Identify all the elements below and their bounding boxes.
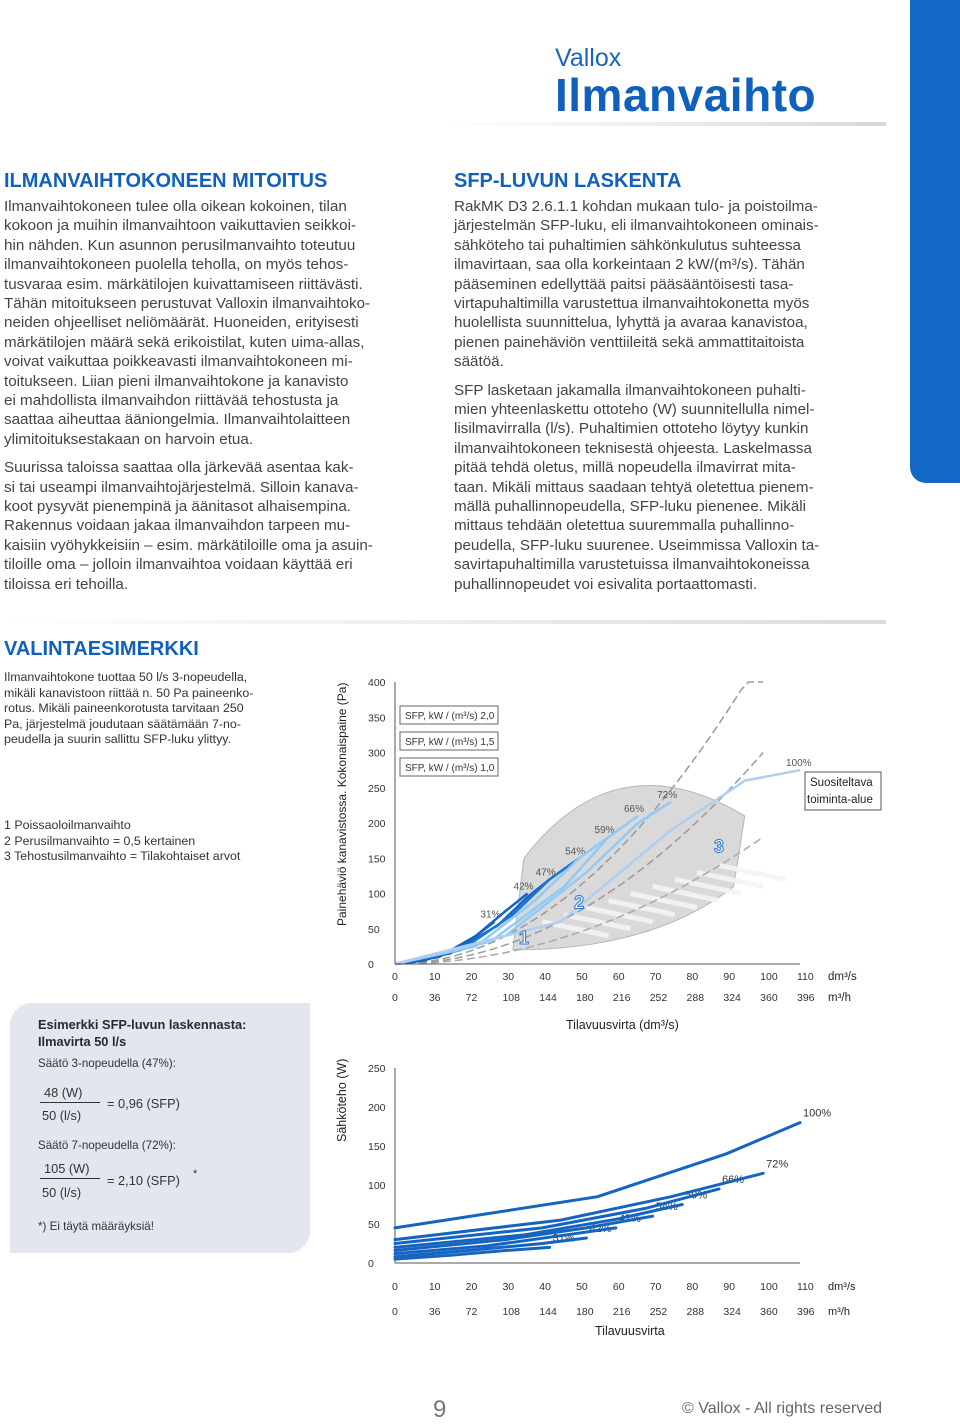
x-tick-label: 40 [539, 971, 551, 983]
x-tick-label: 110 [797, 1281, 814, 1293]
example-step1-denominator: 50 (l/s) [42, 1108, 82, 1123]
x-tick-label: 60 [612, 971, 625, 983]
fan-curve-label: 59% [594, 825, 615, 837]
text-line: Tähän mitoitukseen perustuvat Valloxin ilmanvaihtoko- [4, 295, 371, 312]
text-line: puhallinnopeudet voi esivalita portaattomasti. [454, 575, 758, 593]
x-tick-label: 20 [465, 1281, 478, 1293]
sfp-label: SFP, kW / (m³/s) 1,5 [405, 737, 495, 748]
x-tick-label: 40 [539, 1281, 551, 1293]
example-step1-numerator: 48 (W) [44, 1085, 83, 1100]
example-subtitle: Ilmavirta 50 l/s [38, 1034, 127, 1049]
y-tick-label: 200 [368, 818, 386, 830]
copyright: © Vallox - All rights reserved [682, 1400, 883, 1417]
selection-title: VALINTAESIMERKKI [4, 638, 199, 660]
text-line: tusvaraa esim. märkätilojen kuivattamiseen riittävästi. [4, 275, 363, 293]
x2-tick-label: 108 [502, 992, 520, 1004]
x2-tick-label: 360 [760, 1306, 778, 1318]
text-line: koot pysyvät pienempinä ja äänitasot alhaisempina. [4, 498, 351, 515]
text-line: pienen painehäviön venttiileitä sekä ammattitaitoista [454, 333, 805, 351]
text-line: virtapuhaltimilla varustettua ilmanvaihtokonetta myös [454, 295, 810, 312]
sfp-label: SFP, kW / (m³/s) 1,0 [405, 763, 495, 774]
x-axis-label: Tilavuusvirta [595, 1324, 665, 1338]
y-axis-label: Painehäviö kanavistossa. Kokonaispaine (Pa) [335, 682, 349, 926]
text-line: järjestelmän SFP-luku, eli ilmanvaihtokoneen ominais- [454, 217, 819, 235]
y-tick-label: 50 [368, 1219, 380, 1231]
x2-tick-label: 108 [502, 1306, 520, 1318]
example-title: Esimerkki SFP-luvun laskennasta: [38, 1017, 247, 1032]
header-rule [450, 122, 886, 126]
text-line: ei mahdollista ilmanvaihdon riittävää tehostusta ja [4, 392, 339, 409]
y-tick-label: 100 [368, 888, 386, 901]
power-curve-label: 66% [722, 1173, 745, 1186]
x-tick-label: 90 [723, 971, 736, 983]
brand-name: Vallox [555, 44, 622, 72]
text-line: kaisiin vyöhykkeisiin – esim. märkätiloille oma ja asuin- [4, 536, 373, 554]
text-line: ilmanvaihtokoneen teknisestä ohjeesta. Laskelmassa [454, 439, 812, 457]
y-tick-label: 100 [368, 1180, 386, 1192]
fan-curve-label: 47% [535, 867, 556, 879]
x-tick-label: 70 [649, 971, 662, 983]
example-step1-label: Säätö 3-nopeudella (47%): [38, 1057, 176, 1070]
example-note: *) Ei täytä määräyksiä! [38, 1220, 154, 1233]
right-section-title: SFP-LUVUN LASKENTA [454, 170, 682, 192]
y-tick-label: 250 [368, 782, 386, 795]
x-tick-label: 70 [649, 1281, 662, 1293]
text-line: tiloissa eri tehoilla. [4, 575, 129, 593]
text-line: ylimitoituksestakaan on harvoin etua. [4, 430, 254, 448]
text-line: voivat vaikuttaa poikkeavasti ilmanvaihtokoneen mi- [4, 353, 353, 371]
power-curve-label: 54% [655, 1201, 678, 1214]
fan-curve-label: 100% [786, 758, 812, 770]
page-number: 9 [433, 1396, 447, 1423]
fan-curve-label: 42% [513, 881, 534, 893]
section-rule [0, 620, 886, 624]
x2-tick-label: 216 [612, 1306, 631, 1318]
text-line: pääseminen edellyttää paitsi pääsääntöisesti tasa- [454, 275, 794, 293]
x2-tick-label: 144 [539, 992, 557, 1004]
y-tick-label: 400 [368, 677, 386, 689]
y-tick-label: 0 [368, 1258, 374, 1270]
fraction-line [40, 1102, 100, 1103]
text-line: 3 Tehostusilmanvaihto = Tilakohtaiset arvot [4, 849, 241, 864]
text-line: märkätilojen määrä sekä erikoistilat, kuten uima-allas, [4, 333, 365, 351]
operating-point-1: 1 [518, 927, 529, 948]
text-line: ilmavirtaan, saa olla korkeintaan 2 kW/(m³/s). Tähän [454, 256, 805, 274]
x-tick-label: 110 [797, 971, 814, 983]
operating-point-2: 2 [574, 892, 585, 913]
example-step2-result: = 2,10 (SFP) [107, 1173, 180, 1188]
y-tick-label: 200 [368, 1102, 386, 1114]
x-tick-label: 10 [428, 1281, 441, 1293]
x2-tick-label: 396 [797, 992, 815, 1004]
x2-unit-label: m³/h [828, 1306, 850, 1318]
x2-tick-label: 72 [465, 992, 478, 1004]
y-tick-label: 300 [368, 747, 386, 760]
x2-tick-label: 180 [576, 992, 594, 1004]
power-curve-label: 59% [685, 1189, 708, 1202]
text-line: ilmanvaihtokoneen puolella teholla, on myös tehos- [4, 256, 349, 274]
x2-tick-label: 36 [428, 992, 441, 1004]
x2-unit-label: m³/h [828, 992, 851, 1004]
text-line: huolellista suunnittelua, lyhyttä ja avaraa kanavistoa, [454, 314, 808, 332]
text-line: peudella, SFP-luku suurenee. Useimmissa Valloxin ta- [454, 536, 820, 554]
x-tick-label: 0 [392, 971, 398, 983]
x2-tick-label: 180 [576, 1306, 594, 1318]
x-tick-label: 60 [612, 1281, 625, 1293]
x-tick-label: 20 [465, 971, 478, 983]
x2-tick-label: 288 [686, 1306, 705, 1318]
y-tick-label: 0 [368, 959, 374, 971]
sfp-example-box [10, 1003, 310, 1253]
y-tick-label: 250 [368, 1063, 386, 1075]
x-tick-label: 90 [723, 1281, 736, 1293]
text-line: si tai useampi ilmanvaihtojärjestelmä. Silloin kanava- [4, 478, 359, 496]
x2-tick-label: 216 [612, 992, 631, 1004]
text-line: mittaus tehdään oletettua suuremmalla puhallinno- [454, 517, 795, 535]
x2-tick-label: 396 [797, 1306, 815, 1318]
text-line: lisilmavirralla (l/s). Puhaltimien ottoteho löytyy kunkin [454, 420, 809, 438]
power-curve-label: 47% [618, 1212, 641, 1225]
recommended-label-full: Suositeltava toiminta-alue [570, 648, 582, 649]
x2-tick-label: 0 [392, 1306, 398, 1318]
x2-tick-label: 0 [392, 992, 398, 1004]
x-tick-label: 100 [760, 971, 778, 983]
fan-curve-label: 72% [657, 789, 678, 801]
side-tab [910, 0, 960, 483]
text-line: 1 Poissaoloilmanvaihto [4, 818, 131, 832]
x-axis-label: Tilavuusvirta (dm³/s) [566, 1018, 679, 1032]
x2-tick-label: 72 [465, 1306, 478, 1318]
x-tick-label: 100 [760, 1281, 778, 1293]
y-tick-label: 150 [368, 853, 386, 866]
text-line: hin nähden. Kun asunnon perusilmanvaihto toteutuu [4, 236, 356, 254]
fan-curve-label: 66% [624, 803, 645, 815]
y-tick-label: 150 [368, 1141, 386, 1153]
power-curve-label: 72% [766, 1158, 789, 1171]
example-step2-numerator: 105 (W) [44, 1161, 90, 1176]
pressure-chart [330, 648, 910, 1038]
text-line: RakMK D3 2.6.1.1 kohdan mukaan tulo- ja poistoilma- [454, 198, 818, 215]
text-line: säätöä. [454, 353, 504, 371]
text-line: saattaa aiheuttaa ääniongelmia. Ilmanvaihtolaitteen [4, 411, 351, 429]
text-line: rotus. Mikäli paineenkorotusta tarvitaan 250 [4, 701, 244, 716]
text-line: savirtapuhaltimilla varustetuissa ilmanvaihtokoneissa [454, 556, 810, 574]
power-curve-label: 31% [552, 1232, 575, 1245]
x2-tick-label: 324 [723, 992, 741, 1004]
text-line: 2 Perusilmanvaihto = 0,5 kertainen [4, 833, 196, 848]
text-line: Ilmanvaihtokoneen tulee olla oikean kokoinen, tilan [4, 198, 347, 215]
text-line: kokoon ja muihin ilmanvaihtoon vaikuttavien seikkoi- [4, 217, 357, 235]
text-line: mällä puhallinnopeudella, SFP-luku pienenee. Mikäli [454, 498, 807, 515]
left-section-title: ILMANVAIHTOKONEEN MITOITUS [4, 170, 328, 192]
x2-tick-label: 144 [539, 1306, 557, 1318]
operating-point-3: 3 [714, 836, 725, 857]
power-curve-label: 100% [803, 1107, 832, 1120]
text-line: Pa, järjestelmä joudutaan säätämään 7-no- [4, 716, 241, 731]
text-line: neiden ohjeelliset neliömäärät. Huoneiden, erityisesti [4, 314, 359, 332]
x2-tick-label: 252 [649, 1306, 668, 1318]
x-tick-label: 80 [686, 1281, 699, 1293]
x-tick-label: 0 [392, 1281, 398, 1293]
power-chart [330, 1050, 910, 1350]
x-tick-label: 50 [576, 971, 588, 983]
text-line: pitää tehdä oletus, millä nopeudella ilmavirrat mita- [454, 459, 796, 477]
x-tick-label: 80 [686, 971, 699, 983]
fan-curve-label: 31% [480, 909, 501, 921]
x2-tick-label: 324 [723, 1306, 741, 1318]
brand-title: Ilmanvaihto [555, 69, 817, 121]
x2-tick-label: 288 [686, 992, 705, 1004]
x-unit-label: dm³/s [828, 971, 857, 983]
example-step2-label: Säätö 7-nopeudella (72%): [38, 1139, 176, 1152]
text-line: Ilmanvaihtokone tuottaa 50 l/s 3-nopeudella, [4, 670, 248, 684]
x2-tick-label: 252 [649, 992, 668, 1004]
text-line: mien yhteenlaskettu ottoteho (W) suunnitellulla nimel- [454, 401, 815, 418]
text-line: taan. Mikäli mittaus saadaan tehtyä oletettua pienem- [454, 478, 814, 496]
x-tick-label: 10 [428, 971, 441, 983]
recommended-label-line1: Suositeltava [810, 777, 873, 789]
x2-tick-label: 36 [428, 1306, 441, 1318]
text-line: Rakennus voidaan jakaa ilmanvaihdon tarpeen mu- [4, 517, 351, 535]
example-step2-star: * [193, 1168, 198, 1180]
fraction-line [40, 1178, 100, 1179]
text-line: toitukseen. Liian pieni ilmanvaihtokone ja kanavisto [4, 372, 349, 390]
recommended-label-line2: toiminta-alue [807, 794, 873, 806]
x-tick-label: 30 [502, 1281, 515, 1293]
y-axis-label: Sähköteho (W) [335, 1058, 349, 1142]
power-curve-label: 42% [589, 1223, 612, 1236]
text-line: peudella ja suurin sallittu SFP-luku ylittyy. [4, 732, 232, 747]
x-tick-label: 30 [502, 971, 515, 983]
fan-curve-label: 54% [565, 846, 586, 858]
example-step1-result: = 0,96 (SFP) [107, 1096, 180, 1111]
x2-tick-label: 360 [760, 992, 778, 1004]
text-line: tiloille oma – jolloin ilmanvaihtoa voidaan käyttää eri [4, 556, 353, 574]
text-line: mikäli kanavistoon riittää n. 50 Pa paineenko- [4, 685, 254, 700]
text-line: sähköteho tai puhaltimien sähkönkulutus suhteessa [454, 236, 802, 254]
sfp-label: SFP, kW / (m³/s) 2,0 [405, 711, 495, 722]
example-step2-denominator: 50 (l/s) [42, 1185, 82, 1200]
x-tick-label: 50 [576, 1281, 588, 1293]
text-line: Suurissa taloissa saattaa olla järkevää asentaa kak- [4, 459, 354, 477]
x-unit-label: dm³/s [828, 1281, 856, 1293]
y-tick-label: 350 [368, 712, 386, 725]
y-tick-label: 50 [368, 923, 380, 936]
text-line: SFP lasketaan jakamalla ilmanvaihtokoneen puhalti- [454, 381, 806, 399]
